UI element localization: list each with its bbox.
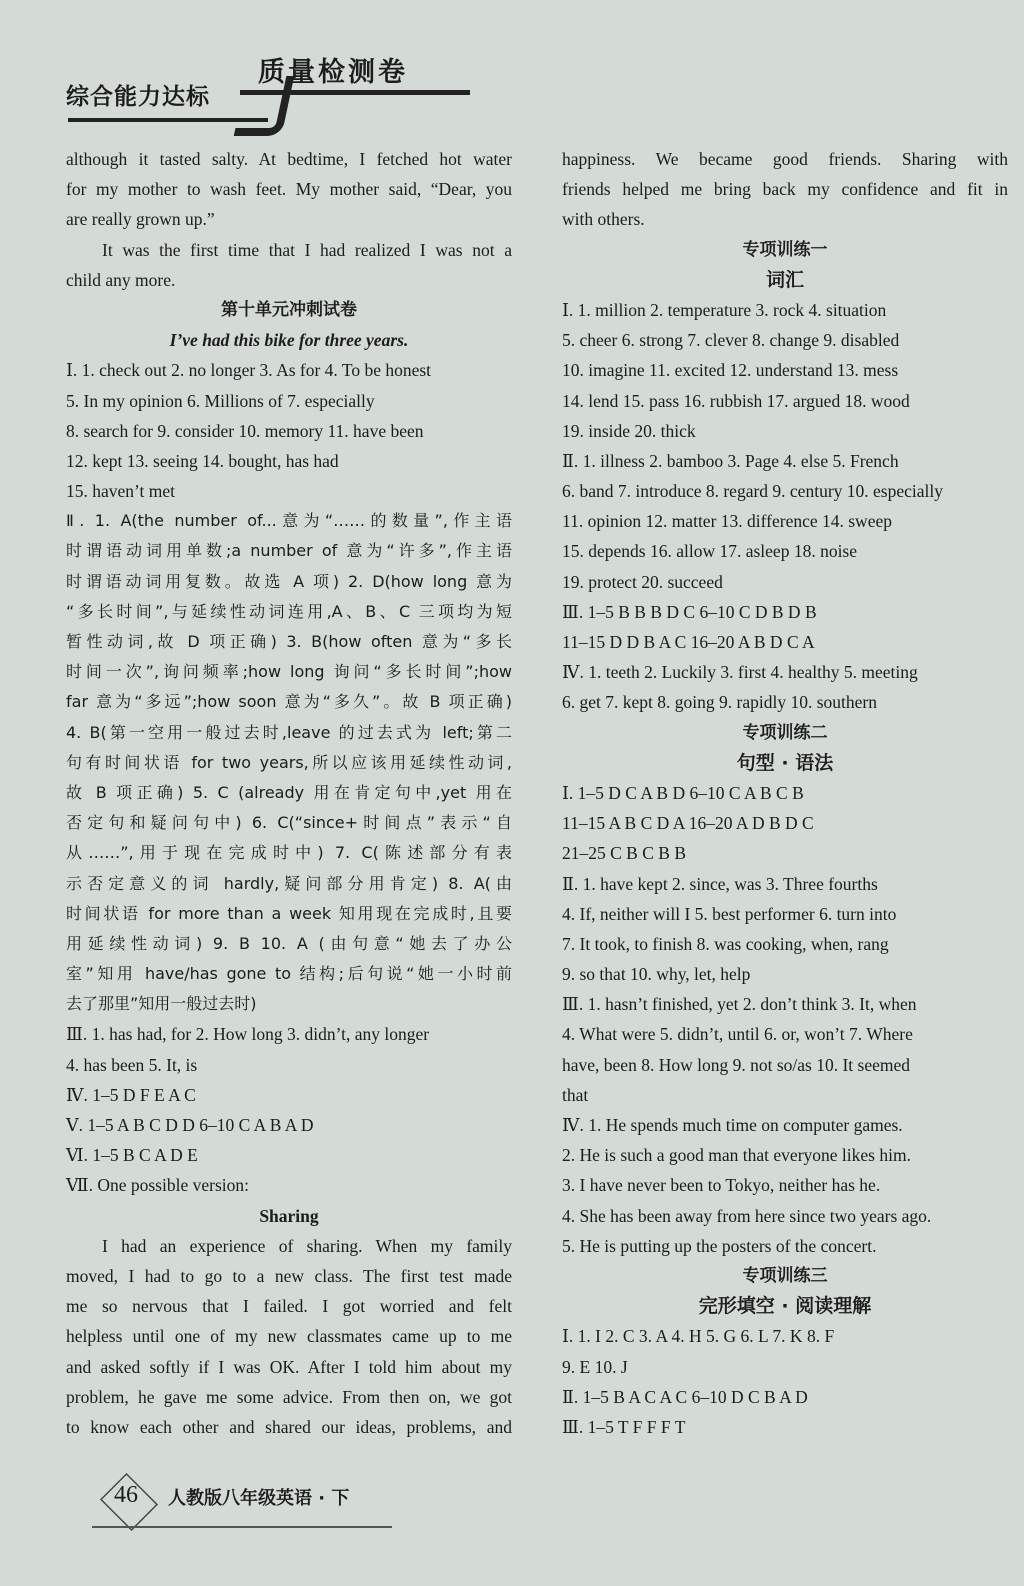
text-line: 词汇 xyxy=(765,268,804,291)
text-line: child any more. xyxy=(66,269,176,290)
text-line: problem, he gave me some advice. From then on, we got xyxy=(66,1386,512,1407)
text-line: I’ve had this bike for three years. xyxy=(169,330,409,351)
text-line: Ⅳ. 1. teeth 2. Luckily 3. first 4. healthy 5. meeting xyxy=(562,662,918,683)
text-line: 完形填空 · 阅读理解 xyxy=(698,1295,872,1318)
text-line: Ⅵ. 1–5 B C A D E xyxy=(66,1145,198,1166)
text-line: are really grown up.” xyxy=(66,209,215,230)
text-line: Ⅲ. 1–5 B B B D C 6–10 C D B D B xyxy=(562,601,817,622)
text-line: 句型 · 语法 xyxy=(736,751,834,774)
text-line: 故 B 项正确) 5. C (already 用在肯定句中,yet 用在 xyxy=(66,782,512,802)
text-line: 否定句和疑问句中) 6. C(“since+时间点”表示“自 xyxy=(66,813,512,833)
text-line: 示否定意义的词 hardly,疑问部分用肯定) 8. A(由 xyxy=(66,873,512,893)
book-title: 质量检测卷 xyxy=(258,57,408,88)
text-line: Ⅳ. 1–5 D F E A C xyxy=(66,1084,196,1105)
text-line: 时谓语动词用单数;a number of 意为“许多”,作主语 xyxy=(66,541,512,561)
header-rule xyxy=(240,90,470,95)
text-line: friends helped me bring back my confidence and fit in xyxy=(562,179,1008,200)
text-line: to know each other and shared our ideas, problems, and xyxy=(66,1416,512,1437)
text-line: 4. B(第一空用一般过去时,leave 的过去式为 left;第二 xyxy=(66,722,512,742)
text-line: I had an experience of sharing. When my family xyxy=(102,1235,512,1256)
text-line: 6. band 7. introduce 8. regard 9. century 10. especially xyxy=(562,481,943,502)
text-line: with others. xyxy=(562,209,645,230)
text-line: 第十单元冲刺试卷 xyxy=(221,299,357,320)
text-line: Ⅰ. 1. check out 2. no longer 3. As for 4. To be honest xyxy=(66,360,432,381)
text-line: that xyxy=(562,1084,589,1105)
text-line: 6. get 7. kept 8. going 9. rapidly 10. southern xyxy=(562,692,877,713)
text-line: 用延续性动词) 9. B 10. A (由句意“她去了办公 xyxy=(66,933,512,953)
text-line: 5. In my opinion 6. Millions of 7. especially xyxy=(66,390,375,411)
text-line: have, been 8. How long 9. not so/as 10. It seemed xyxy=(562,1054,910,1075)
text-line: 4. What were 5. didn’t, until 6. or, won’t 7. Where xyxy=(562,1024,913,1045)
text-line: 4. She has been away from here since two years ago. xyxy=(562,1205,932,1226)
text-line: Ⅲ. 1–5 T F F F T xyxy=(562,1416,686,1437)
text-line: 11. opinion 12. matter 13. difference 14. sweep xyxy=(562,511,892,532)
text-line: me so nervous that I failed. I got worried and felt xyxy=(66,1296,512,1317)
text-line: 15. haven’t met xyxy=(66,481,176,502)
text-line: 专项训练三 xyxy=(742,1265,828,1286)
text-line: for my mother to wash feet. My mother said, “Dear, you xyxy=(66,179,512,200)
footer-rule xyxy=(92,1526,392,1528)
text-line: Ⅰ. 1. I 2. C 3. A 4. H 5. G 6. L 7. K 8. F xyxy=(562,1326,835,1347)
text-line: 时间状语 for more than a week 知用现在完成时,且要 xyxy=(66,903,512,923)
text-line: Ⅴ. 1–5 A B C D D 6–10 C A B A D xyxy=(66,1115,314,1135)
text-line: Ⅲ. 1. has had, for 2. How long 3. didn’t, any longer xyxy=(66,1024,430,1045)
header-rule-lower xyxy=(68,118,268,122)
text-line: 时间一次”,询问频率;how long 询问“多长时间”;how xyxy=(66,662,512,682)
text-line: Ⅱ. 1. illness 2. bamboo 3. Page 4. else 5. French xyxy=(562,450,899,471)
text-line: Sharing xyxy=(259,1205,319,1226)
text-line: 3. I have never been to Tokyo, neither has he. xyxy=(562,1175,881,1196)
text-line: 21–25 C B C B B xyxy=(562,843,686,864)
text-line: Ⅶ. One possible version: xyxy=(66,1175,249,1196)
text-line: 9. E 10. J xyxy=(562,1356,628,1377)
text-line: Ⅱ. 1. have kept 2. since, was 3. Three fourths xyxy=(562,873,878,894)
text-line: Ⅱ. 1–5 B A C A C 6–10 D C B A D xyxy=(562,1386,808,1407)
text-line: 11–15 D D B A C 16–20 A B D C A xyxy=(562,632,815,652)
text-line: 8. search for 9. consider 10. memory 11. have been xyxy=(66,420,424,441)
page-number: 46 xyxy=(114,1482,138,1508)
text-line: 7. It took, to finish 8. was cooking, when, rang xyxy=(562,933,889,954)
text-line: 10. imagine 11. excited 12. understand 13. mess xyxy=(562,360,899,381)
section-title: 综合能力达标 xyxy=(66,84,210,110)
text-line: 9. so that 10. why, let, help xyxy=(562,964,751,985)
footer xyxy=(92,1476,392,1532)
right-column xyxy=(562,144,1008,1442)
text-line: 14. lend 15. pass 16. rubbish 17. argued 18. wood xyxy=(562,390,910,411)
text-line: 从……”,用于现在完成时中) 7. C(陈述部分有表 xyxy=(66,843,512,863)
text-line: 19. inside 20. thick xyxy=(562,420,696,441)
text-line: Ⅳ. 1. He spends much time on computer games. xyxy=(562,1115,903,1135)
text-line: 去了那里”知用一般过去时) xyxy=(66,994,257,1014)
text-line: 5. cheer 6. strong 7. clever 8. change 9. disabled xyxy=(562,330,900,351)
text-line: Ⅱ. 1. A(the number of...意为“……的数量”,作主语 xyxy=(66,511,512,531)
footer-book-title: 人教版八年级英语 · 下 xyxy=(168,1488,350,1509)
text-line: although it tasted salty. At bedtime, I fetched hot water xyxy=(66,149,512,169)
text-line: “多长时间”,与延续性动词连用,A、B、C 三项均为短 xyxy=(66,601,512,621)
text-line: 时谓语动词用复数。故选 A 项) 2. D(how long 意为 xyxy=(66,571,512,591)
text-line: moved, I had to go to a new class. The first test made xyxy=(66,1265,512,1286)
text-line: Ⅰ. 1–5 D C A B D 6–10 C A B C B xyxy=(562,782,804,803)
text-line: 专项训练一 xyxy=(742,239,828,260)
text-line: 4. If, neither will I 5. best performer 6. turn into xyxy=(562,903,897,924)
left-column xyxy=(66,144,512,1442)
text-line: 15. depends 16. allow 17. asleep 18. noise xyxy=(562,541,858,562)
text-line: 暂性动词,故 D 项正确) 3. B(how often 意为“多长 xyxy=(66,632,512,651)
text-line: 句有时间状语 for two years,所以应该用延续性动词, xyxy=(66,752,512,772)
text-line: 4. has been 5. It, is xyxy=(66,1054,198,1075)
text-line: far 意为“多远”;how soon 意为“多久”。故 B 项正确) xyxy=(66,692,512,712)
header xyxy=(60,40,420,140)
text-line: 室”知用 have/has gone to 结构;后句说“她一小时前 xyxy=(66,964,512,984)
text-line: happiness. We became good friends. Sharing with xyxy=(562,149,1008,169)
text-line: 12. kept 13. seeing 14. bought, has had xyxy=(66,450,339,471)
text-line: 19. protect 20. succeed xyxy=(562,571,723,592)
text-line: 5. He is putting up the posters of the concert. xyxy=(562,1235,877,1256)
text-line: Ⅰ. 1. million 2. temperature 3. rock 4. situation xyxy=(562,299,887,320)
text-line: 11–15 A B C D A 16–20 A D B D C xyxy=(562,813,814,834)
text-line: Ⅲ. 1. hasn’t finished, yet 2. don’t think 3. It, when xyxy=(562,994,917,1015)
text-line: helpless until one of my new classmates came up to me xyxy=(66,1326,512,1347)
text-line: 专项训练二 xyxy=(742,722,828,743)
text-line: 2. He is such a good man that everyone likes him. xyxy=(562,1145,911,1166)
text-line: It was the first time that I had realized I was not a xyxy=(102,239,512,260)
text-line: and asked softly if I was OK. After I told him about my xyxy=(66,1356,512,1377)
